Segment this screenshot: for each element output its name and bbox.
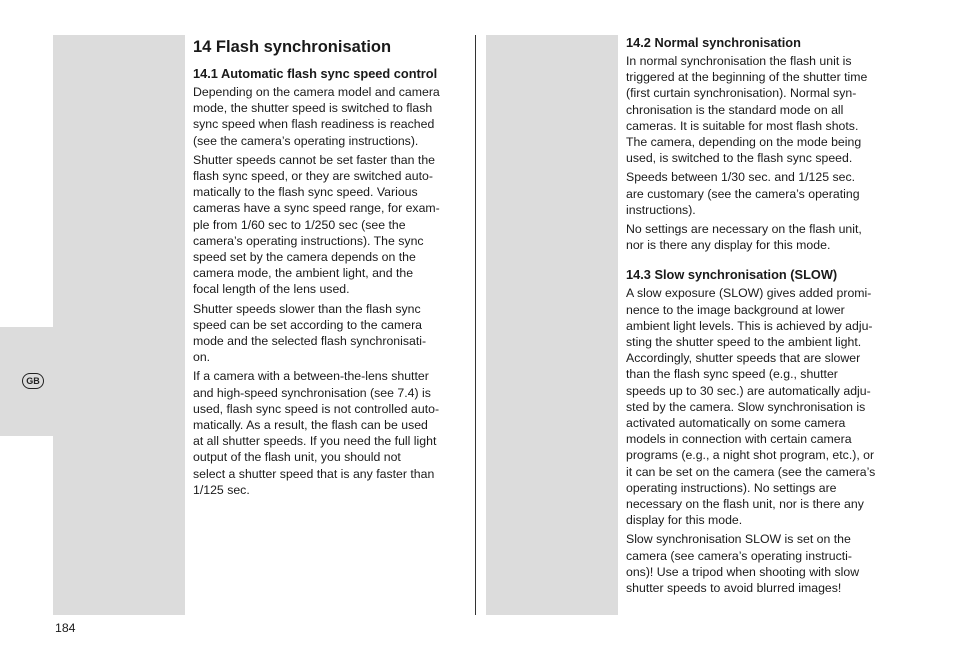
left-margin-band (53, 35, 185, 615)
page-number: 184 (55, 621, 76, 635)
right-text-column (626, 35, 916, 599)
section-heading-14-1: 14.1 Automatic flash sync speed control (193, 66, 438, 81)
left-text-column (193, 35, 473, 501)
paragraph: No settings are necessary on the flash unit, nor is there any display for this mode. (626, 222, 862, 253)
right-margin-band (486, 35, 618, 615)
column-divider (475, 35, 476, 615)
paragraph: Shutter speeds slower than the flash sync speed can be set according to the camera mode and the selected flash synchronisati- on. (193, 301, 427, 365)
section-heading-14-2: 14.2 Normal synchronisation (626, 35, 801, 50)
paragraph: A slow exposure (SLOW) gives added promi- nence to the image background at lower ambient light levels. This is achieved by adju- sting the shutter speed to the ambient light. Accordingly, shutter speeds that are slower than the flash sync speed (e.g., shutter speeds up to 30 sec.) are automatically adju- sted by the camera. Slow synchronisation is activated automatically on some camera models in connection with certain camera programs (e.g., a night shot program, etc.), or it can be set on the camera (see the camera’s operating instructions). No settings are necessary on the flash unit, nor is there any display for this mode. (626, 286, 876, 528)
language-badge: GB (22, 373, 44, 389)
paragraph: In normal synchronisation the flash unit is triggered at the beginning of the shutter time (first curtain synchronisation). Normal syn- chronisation is the standard mode on all cameras. It is suitable for most flash shots. The camera, depending on the mode being used, is switched to the flash sync speed. (626, 54, 868, 166)
paragraph: Depending on the camera model and camera mode, the shutter speed is switched to flash sync speed when flash readiness is reached (see the camera’s operating instructions). (193, 85, 440, 148)
paragraph: Speeds between 1/30 sec. and 1/125 sec. are customary (see the camera’s operating instructions). (626, 170, 860, 217)
section-heading-14-3: 14.3 Slow synchronisation (SLOW) (626, 267, 838, 283)
paragraph: If a camera with a between-the-lens shutter and high-speed synchronisation (see 7.4) is used, flash sync speed is not controlled auto- matically. As a result, the flash can be used at all shutter speeds. If you need the full light output of the flash unit, you should not select a shutter speed that is any faster than 1/125 sec. (193, 369, 440, 497)
paragraph: Shutter speeds cannot be set faster than the flash sync speed, or they are switched auto- matically to the flash sync speed. Various cameras have a sync speed range, for exam- ple from 1/60 sec to 1/250 sec (see the camera’s operating instructions). The sync speed set by the camera depends on the camera mode, the ambient light, and the focal length of the lens used. (193, 152, 440, 297)
paragraph: Slow synchronisation SLOW is set on the camera (see camera’s operating instructi- ons)! Use a tripod when shooting with slow shutter speeds to avoid blurred images! (626, 532, 860, 596)
chapter-title: 14 Flash synchronisation (193, 38, 392, 56)
